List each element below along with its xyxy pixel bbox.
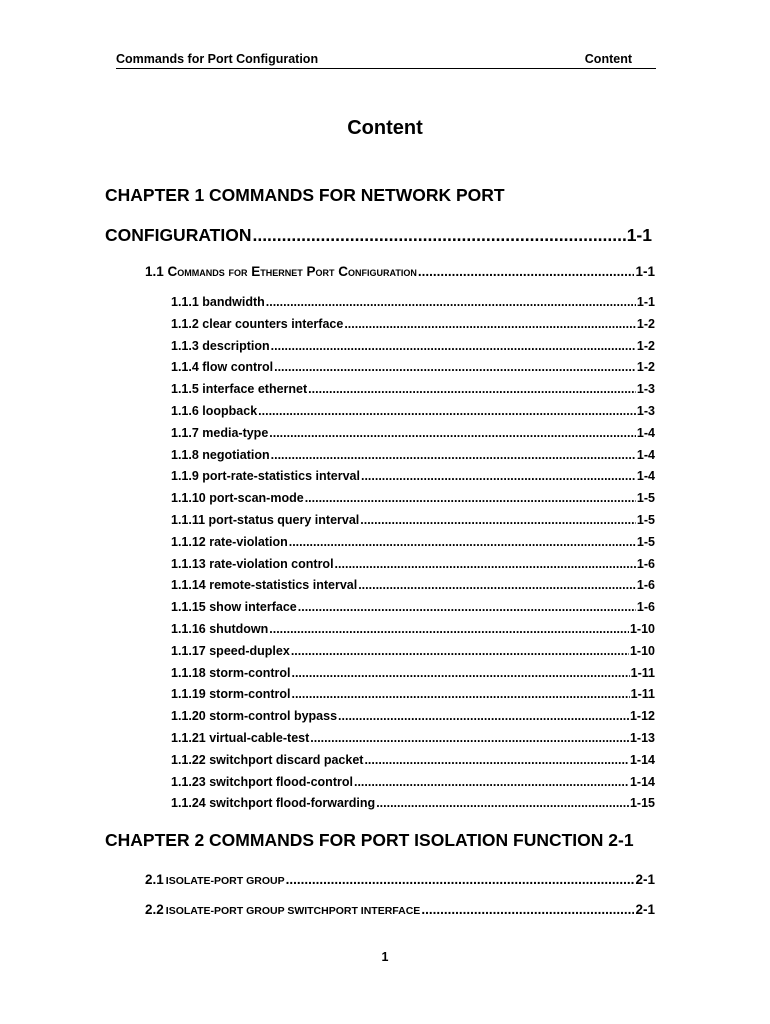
toc-entry-page: 1-12 bbox=[629, 709, 655, 724]
toc-entry-page: 1-5 bbox=[636, 513, 655, 527]
toc-entry-page: 1-15 bbox=[629, 796, 655, 811]
toc-leader-dots bbox=[274, 360, 636, 374]
toc-entry[interactable] bbox=[171, 448, 655, 462]
toc-entry-page: 1-4 bbox=[636, 469, 655, 484]
toc-entry-label: 1.1.21 virtual-cable-test bbox=[171, 731, 310, 745]
page-number: 1 bbox=[381, 950, 389, 964]
toc-entry-label: 1.1.22 switchport discard packet bbox=[171, 752, 364, 767]
toc-leader-dots bbox=[291, 687, 629, 701]
toc-section-page: 2-1 bbox=[635, 872, 655, 887]
toc-entry-label: 1.1.9 port-rate-statistics interval bbox=[171, 469, 360, 484]
toc-entry-label: 1.1.11 port-status query interval bbox=[171, 513, 360, 527]
toc-entry-label: 1.1.6 loopback bbox=[171, 404, 258, 418]
toc-entry[interactable] bbox=[171, 469, 655, 483]
toc-leader-dots bbox=[291, 644, 629, 658]
toc-entry-label: 1.1.1 bandwidth bbox=[171, 295, 265, 309]
toc-entry-page: 1-1 bbox=[636, 295, 655, 309]
page-title: Content bbox=[347, 117, 423, 139]
toc-entry-label: 1.1.20 storm-control bypass bbox=[171, 709, 338, 724]
toc-entry-page: 1-6 bbox=[636, 600, 655, 615]
toc-leader-dots bbox=[286, 872, 635, 887]
toc-chapter1-line1: CHAPTER 1 COMMANDS FOR NETWORK PORT bbox=[105, 185, 505, 205]
toc-section-page: 2-1 bbox=[635, 902, 655, 917]
toc-entry-label: 1.1.4 flow control bbox=[171, 360, 274, 375]
toc-section-num: 2.2 bbox=[145, 902, 164, 917]
toc-entry[interactable] bbox=[171, 426, 655, 440]
header-right: Content bbox=[584, 52, 632, 66]
toc-leader-dots bbox=[269, 622, 629, 636]
toc-leader-dots bbox=[269, 426, 636, 440]
toc-entry-label: 1.1.7 media-type bbox=[171, 425, 269, 440]
toc-entry[interactable] bbox=[171, 644, 655, 658]
toc-entry[interactable] bbox=[171, 622, 655, 636]
page-header bbox=[116, 52, 656, 69]
toc-entry-page: 1-2 bbox=[636, 360, 655, 375]
header-left: Commands for Port Configuration bbox=[116, 52, 319, 66]
toc-entry-label: 1.1.5 interface ethernet bbox=[171, 382, 308, 397]
toc-entry[interactable] bbox=[171, 491, 655, 505]
toc-entry-page: 1-6 bbox=[636, 578, 655, 593]
toc-entry[interactable] bbox=[171, 360, 655, 374]
toc-section-2-2[interactable] bbox=[145, 902, 655, 917]
toc-entry-label: 1.1.8 negotiation bbox=[171, 447, 270, 462]
toc-entry-page: 1-11 bbox=[630, 687, 655, 702]
toc-entry-label: 1.1.24 switchport flood-forwarding bbox=[171, 796, 376, 811]
toc-entry-page: 1-2 bbox=[636, 338, 655, 353]
toc-entry[interactable] bbox=[171, 666, 655, 680]
toc-entry-label: 1.1.17 speed-duplex bbox=[171, 643, 290, 658]
toc-entry[interactable] bbox=[171, 753, 655, 767]
toc-entry-page: 1-14 bbox=[629, 752, 655, 767]
toc-entry[interactable] bbox=[171, 775, 655, 789]
toc-leader-dots bbox=[354, 775, 629, 789]
toc-entry[interactable] bbox=[171, 382, 655, 396]
toc-leader-dots bbox=[305, 491, 636, 505]
toc-entry-label: 1.1.15 show interface bbox=[171, 600, 297, 615]
toc-entry[interactable] bbox=[171, 796, 655, 810]
toc-section-1-1[interactable] bbox=[145, 264, 655, 279]
toc-entry-page: 1-3 bbox=[636, 404, 655, 418]
toc-entry-page: 1-11 bbox=[630, 665, 655, 680]
toc-leader-dots bbox=[271, 339, 636, 353]
toc-entry-page: 1-2 bbox=[636, 316, 655, 331]
toc-leader-dots bbox=[358, 578, 636, 592]
toc-entry-label: 1.1.16 shutdown bbox=[171, 622, 269, 636]
toc-leader-dots bbox=[344, 317, 636, 331]
toc-entry[interactable] bbox=[171, 535, 655, 549]
toc-leader-dots bbox=[421, 902, 634, 917]
toc-entry-page: 1-10 bbox=[629, 622, 655, 636]
toc-entry[interactable] bbox=[171, 513, 655, 527]
toc-entry-label: 1.1.23 switchport flood-control bbox=[171, 774, 353, 789]
toc-chapter1-label: CONFIGURATION bbox=[105, 225, 252, 245]
toc-leader-dots bbox=[266, 295, 636, 309]
toc-entry[interactable] bbox=[171, 731, 655, 745]
toc-entry[interactable] bbox=[171, 317, 655, 331]
toc-entry[interactable] bbox=[171, 339, 655, 353]
toc-entry-label: 1.1.14 remote-statistics interval bbox=[171, 578, 358, 593]
toc-entry-page: 1-4 bbox=[636, 425, 655, 440]
toc-entry-page: 1-4 bbox=[636, 447, 655, 462]
toc-entry-page: 1-5 bbox=[636, 534, 655, 549]
toc-leader-dots bbox=[298, 600, 636, 614]
toc-entry-label: 1.1.13 rate-violation control bbox=[171, 556, 334, 571]
toc-leader-dots bbox=[361, 469, 636, 483]
toc-leader-dots bbox=[360, 513, 636, 527]
toc-leader-dots bbox=[310, 731, 629, 745]
toc-leader-dots bbox=[258, 404, 636, 418]
toc-section-num: 2.1 bbox=[145, 872, 164, 887]
toc-entry-page: 1-3 bbox=[636, 382, 655, 397]
toc-chapter1-page: 1-1 bbox=[626, 225, 652, 245]
toc-leader-dots bbox=[271, 448, 636, 462]
toc-leader-dots bbox=[252, 225, 625, 246]
toc-entry-label: 1.1.2 clear counters interface bbox=[171, 316, 344, 331]
toc-entry[interactable] bbox=[171, 687, 655, 701]
toc-entry[interactable] bbox=[171, 557, 655, 571]
toc-entry-page: 1-10 bbox=[629, 643, 655, 658]
toc-entry-page: 1-14 bbox=[629, 774, 655, 789]
toc-entry[interactable] bbox=[171, 295, 655, 309]
toc-leader-dots bbox=[376, 796, 629, 810]
toc-chapter1-line2[interactable] bbox=[105, 225, 652, 246]
toc-entry-label: 1.1.12 rate-violation bbox=[171, 534, 288, 549]
toc-entry-page: 1-5 bbox=[636, 491, 655, 506]
toc-entry[interactable] bbox=[171, 404, 655, 418]
toc-leader-dots bbox=[289, 535, 636, 549]
toc-entry-label: 1.1.19 storm-control bbox=[171, 687, 291, 702]
toc-leader-dots bbox=[335, 557, 636, 571]
toc-entry-label: 1.1.18 storm-control bbox=[171, 665, 291, 680]
toc-section-label: ISOLATE-PORT GROUP bbox=[165, 875, 285, 887]
toc-entry-label: 1.1.10 port-scan-mode bbox=[171, 491, 304, 506]
toc-entry-page: 1-13 bbox=[629, 731, 655, 745]
toc-entry[interactable] bbox=[171, 578, 655, 592]
toc-chapter2[interactable]: CHAPTER 2 COMMANDS FOR PORT ISOLATION FUNCTION 2-1 bbox=[105, 830, 634, 850]
toc-leader-dots bbox=[308, 382, 636, 396]
toc-entry-page: 1-6 bbox=[636, 556, 655, 571]
toc-section-label: ISOLATE-PORT GROUP SWITCHPORT INTERFACE bbox=[165, 905, 421, 917]
toc-leader-dots bbox=[291, 666, 629, 680]
toc-entry-label: 1.1.3 description bbox=[171, 338, 270, 353]
toc-section-page: 1-1 bbox=[635, 264, 655, 279]
toc-leader-dots bbox=[338, 709, 629, 723]
toc-section-2-1[interactable] bbox=[145, 872, 655, 887]
toc-leader-dots bbox=[364, 753, 629, 767]
toc-section-label: 1.1 Commands for Ethernet Port Configuration bbox=[145, 264, 417, 279]
toc-entry[interactable] bbox=[171, 600, 655, 614]
toc-leader-dots bbox=[418, 264, 635, 279]
toc-entry[interactable] bbox=[171, 709, 655, 723]
